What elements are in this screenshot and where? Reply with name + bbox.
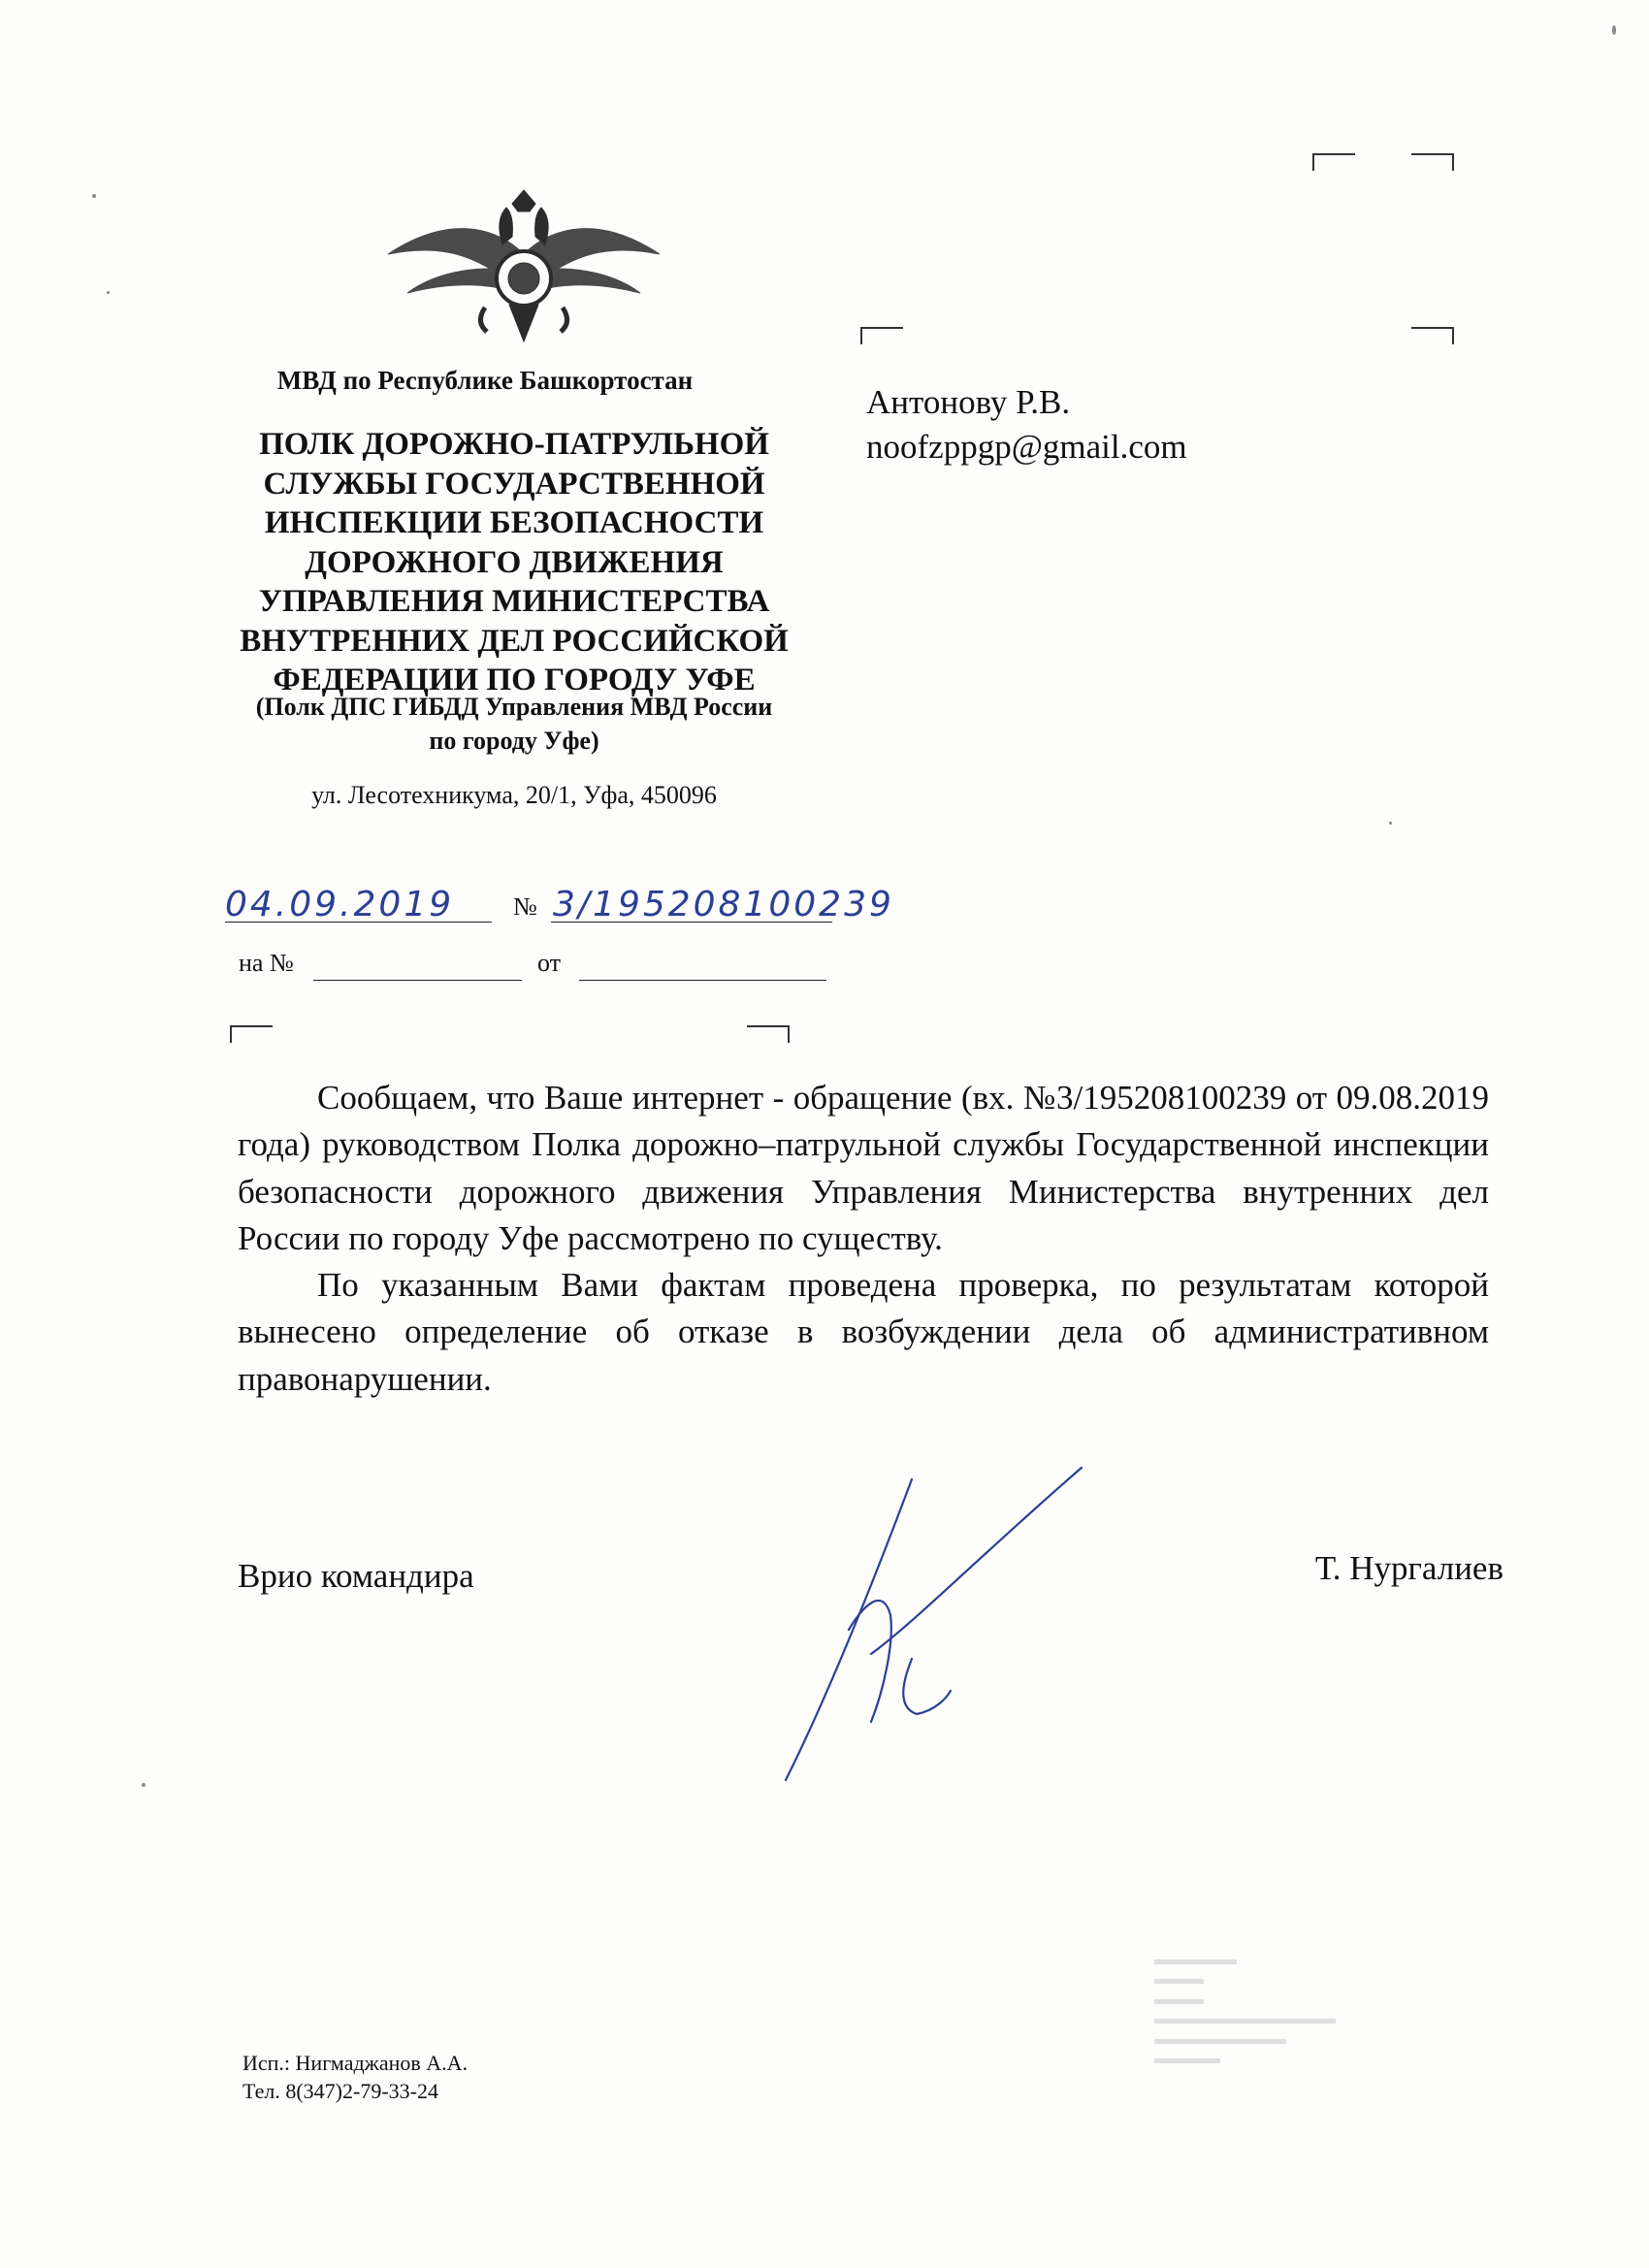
reply-date-underline bbox=[579, 980, 826, 981]
ministry-name: МВД по Республике Башкортостан bbox=[276, 366, 694, 395]
executor-name: Исп.: Нигмаджанов А.А. bbox=[242, 2051, 469, 2075]
organization-short-line: (Полк ДПС ГИБДД Управления МВД России bbox=[255, 693, 773, 721]
scan-speck bbox=[142, 1783, 146, 1787]
corner-mark bbox=[747, 1025, 790, 1043]
letter-body bbox=[238, 1075, 1489, 1403]
recipient-block bbox=[866, 380, 1187, 470]
registration-number-sign: № bbox=[513, 892, 537, 921]
signatory-name: Т. Нургалиев bbox=[1314, 1549, 1504, 1587]
registration-date: 04.09.2019 bbox=[225, 885, 455, 924]
scan-speck bbox=[1389, 822, 1392, 825]
corner-mark bbox=[860, 327, 903, 344]
executor-phone: Тел. 8(347)2-79-33-24 bbox=[242, 2079, 438, 2104]
eagle-emblem-icon bbox=[378, 186, 669, 351]
reply-to-label: на № bbox=[239, 949, 294, 977]
signatory-title: Врио командира bbox=[238, 1557, 474, 1595]
executor-block bbox=[242, 2049, 468, 2105]
body-paragraph: Сообщаем, что Ваше интернет - обращение (вх. №3/195208100239 от 09.08.2019 года) руководством Полка дорожно–патрульной службы Государственной инспекции безопасности дорожного движения Управления Министерства внутренних дел России по городу Уфе рассмотрено по существу. bbox=[238, 1079, 1489, 1257]
from-label: от bbox=[537, 949, 562, 977]
number-underline bbox=[551, 922, 832, 923]
organization-line: ВНУТРЕННИХ ДЕЛ РОССИЙСКОЙ bbox=[240, 623, 789, 659]
scan-speck bbox=[107, 291, 110, 294]
bleed-through-stamp: ▬▬▬▬▬ ▬▬▬ ▬▬▬ ▬▬▬▬▬▬▬▬▬▬▬ ▬▬▬▬▬▬▬▬ ▬▬▬▬ bbox=[1154, 1950, 1336, 2067]
organization-line: ФЕДЕРАЦИИ ПО ГОРОДУ УФЕ bbox=[273, 663, 756, 698]
organization-short-name bbox=[233, 690, 795, 759]
organization-short-line: по городу Уфе) bbox=[429, 727, 599, 756]
organization-line: УПРАВЛЕНИЯ МИНИСТЕРСТВА bbox=[258, 584, 770, 620]
corner-mark bbox=[1312, 153, 1355, 171]
date-underline bbox=[225, 922, 492, 923]
recipient-name: Антонову Р.В. bbox=[866, 383, 1071, 421]
body-paragraph: По указанным Вами фактам проведена проверка, по результатам которой вынесено определение об отказе в возбуждении дела об административном правонарушении. bbox=[238, 1266, 1489, 1398]
reply-number-underline bbox=[313, 980, 522, 981]
organization-line: ИНСПЕКЦИИ БЕЗОПАСНОСТИ bbox=[264, 505, 764, 541]
recipient-email: noofzppgp@gmail.com bbox=[866, 428, 1187, 467]
organization-address: ул. Лесотехникума, 20/1, Уфа, 450096 bbox=[311, 781, 717, 809]
organization-title bbox=[223, 425, 805, 700]
scan-speck bbox=[92, 194, 96, 198]
organization-line: СЛУЖБЫ ГОСУДАРСТВЕННОЙ bbox=[263, 466, 765, 502]
corner-mark bbox=[1411, 153, 1454, 171]
handwritten-signature bbox=[757, 1460, 1106, 1795]
corner-mark bbox=[230, 1025, 273, 1043]
corner-mark bbox=[1411, 327, 1454, 344]
registration-number: 3/195208100239 bbox=[553, 885, 894, 924]
organization-line: ДОРОЖНОГО ДВИЖЕНИЯ bbox=[305, 544, 724, 580]
organization-line: ПОЛК ДОРОЖНО-ПАТРУЛЬНОЙ bbox=[259, 427, 769, 462]
scan-speck bbox=[1612, 25, 1616, 35]
